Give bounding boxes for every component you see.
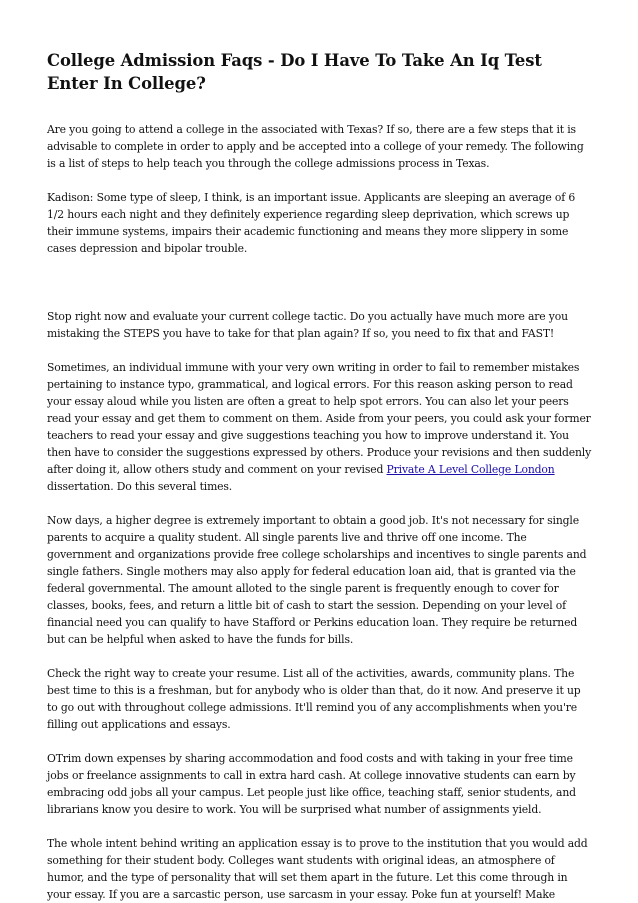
paragraph-resume: Check the right way to create your resume. List all of the activities, awards, community plans. The best time to this is a freshman, but for anybody who is older than that, do it now. And preserve it up to go out with throughout college admissions. It'll remind you of any accomplishments when you're filling out applications and essays. [47,667,581,731]
paragraph-expenses: OTrim down expenses by sharing accommodation and food costs and with taking in your free time jobs or freelance assignments to call in extra hard cash. At college innovative students can earn by embracing odd jobs all your campus. Let people just like office, teaching staff, senior students, and librarians know you desire to work. You will be surprised what number of assignments yield. [47,752,576,816]
paragraph-single-parents: Now days, a higher degree is extremely important to obtain a good job. It's not necessary for single parents to acquire a quality student. All single parents live and thrive off one income. The government and organizations provide free college scholarships and incentives to single parents and single fathers. Single mothers may also apply for federal education loan aid, that is granted via the federal governmental. The amount alloted to the single parent is frequently enough to cover for classes, books, fees, and return a little bit of cash to start the session. Depending on your level of financial need you can qualify to have Stafford or Perkins education loan. They require be returned but can be helpful when asked to have the funds for bills. [47,514,587,646]
paragraph-essay-review-text: Sometimes, an individual immune with your very own writing in order to fail to remember mistakes pertaining to instance typo, grammatical, and logical errors. For this reason asking person to read your essay aloud while you listen are often a great to help spot errors. You can also let your peers read your essay and get them to comment on them. Aside from your peers, you could ask your former teachers to read your essay and give suggestions teaching you how to improve understand it. You then have to consider the suggestions expressed by others. Produce your revisions and then suddenly after doing it, allow others study and comment on your revised [47,361,592,476]
paragraph-essay-review [47,359,593,495]
document-body [47,121,593,903]
paragraph-evaluate-tactic: Stop right now and evaluate your current college tactic. Do you actually have much more are you mistaking the STEPS you have to take for that plan again? If so, you need to fix that and FAST! [47,310,568,340]
paragraph-essay-review-text-end: dissertation. Do this several times. [47,480,233,493]
paragraph-application-essay: The whole intent behind writing an application essay is to prove to the institution that you would add something for their student body. Colleges want students with original ideas, an atmosphere of humor, and the type of personality that will set them apart in the future. Let this come through in your essay. If you are a sarcastic person, use sarcasm in your essay. Poke fun at yourself! Make [47,837,588,901]
document-page [47,0,593,903]
paragraph-sleep: Kadison: Some type of sleep, I think, is an important issue. Applicants are sleeping an average of 6 1/2 hours each night and they definitely experience regarding sleep deprivation, which screws up their immune systems, impairs their academic functioning and means they more slippery in some cases depression and bipolar trouble. [47,191,576,255]
paragraph-intro: Are you going to attend a college in the associated with Texas? If so, there are a few steps that it is advisable to complete in order to apply and be accepted into a college of your remedy. The following is a list of steps to help teach you through the college admissions process in Texas. [47,123,584,170]
private-a-level-college-london-link[interactable]: Private A Level College London [386,463,555,476]
document-title: College Admission Faqs - Do I Have To Take An Iq Test Enter In College? [47,51,542,93]
